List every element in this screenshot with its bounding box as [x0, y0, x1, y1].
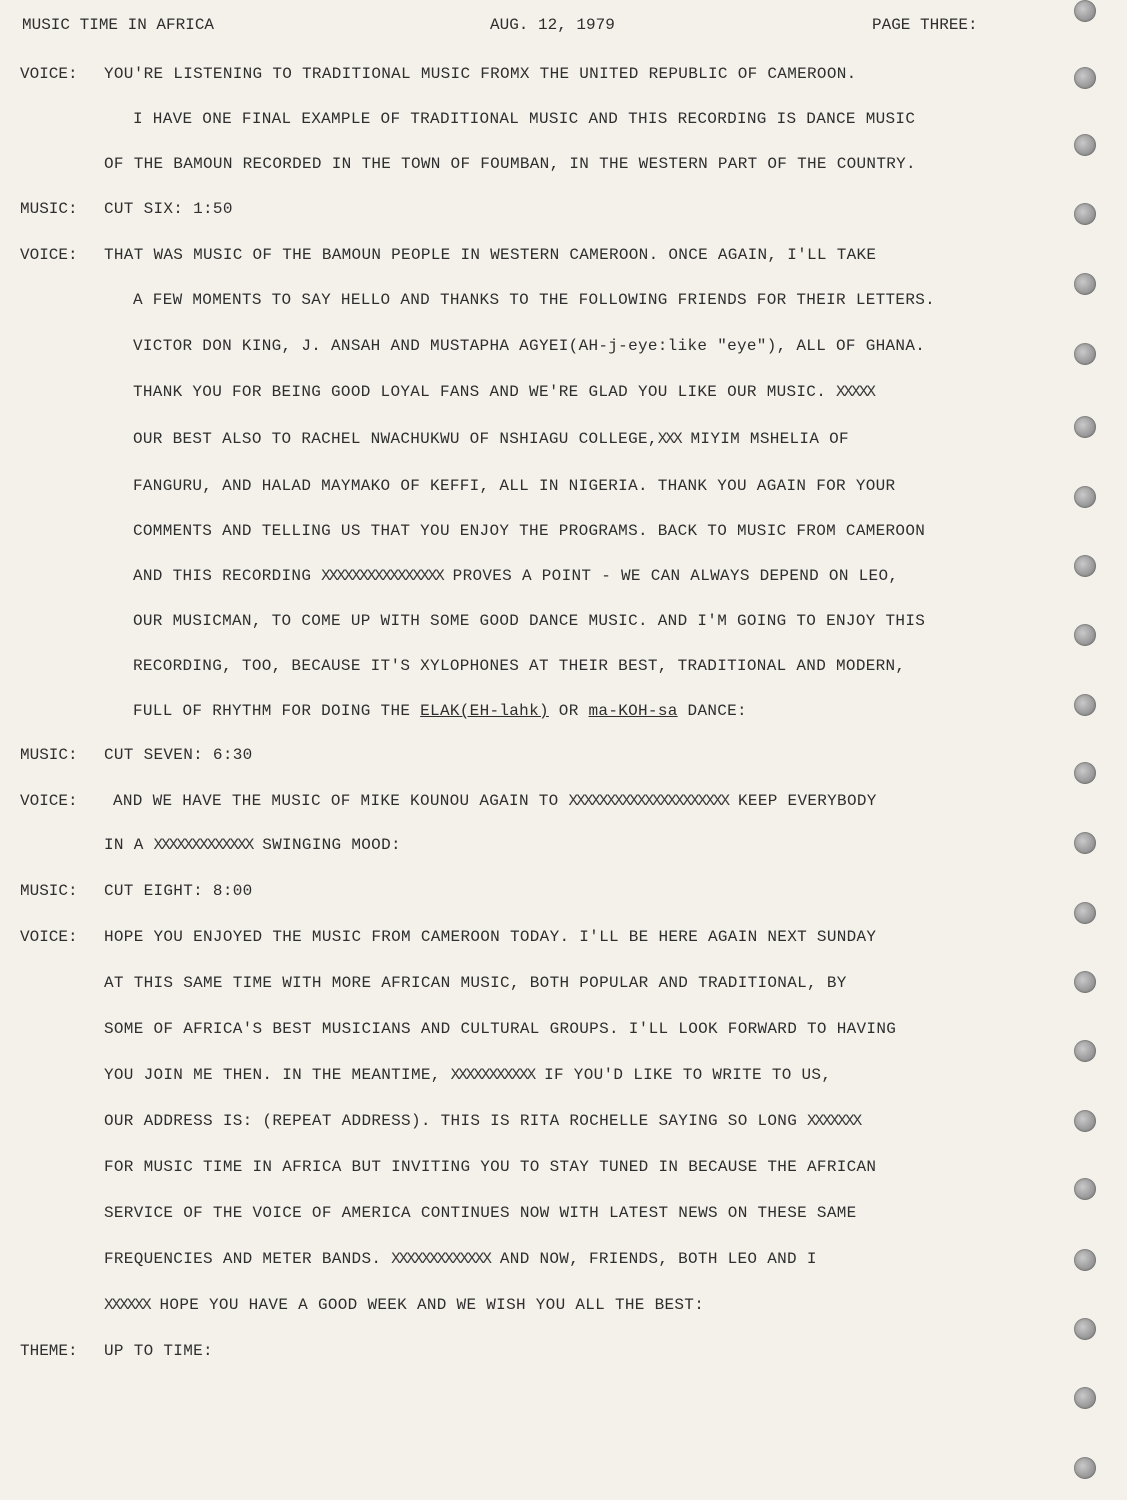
perforation-hole [1074, 416, 1096, 438]
script-line: AT THIS SAME TIME WITH MORE AFRICAN MUSIC, BOTH POPULAR AND TRADITIONAL, BY [104, 974, 847, 992]
line-text: IF YOU'D LIKE TO WRITE TO US, [544, 1066, 832, 1084]
script-line: FANGURU, AND HALAD MAYMAKO OF KEFFI, ALL IN NIGERIA. THANK YOU AGAIN FOR YOUR [133, 477, 896, 495]
script-line: SERVICE OF THE VOICE OF AMERICA CONTINUES NOW WITH LATEST NEWS ON THESE SAME [104, 1204, 857, 1222]
script-line: HOPE YOU ENJOYED THE MUSIC FROM CAMEROON TODAY. I'LL BE HERE AGAIN NEXT SUNDAY [104, 928, 877, 946]
perforation-strip [1057, 0, 1127, 1500]
script-line: RECORDING, TOO, BECAUSE IT'S XYLOPHONES AT THEIR BEST, TRADITIONAL AND MODERN, [133, 657, 906, 675]
speaker-label-music: MUSIC: [20, 746, 78, 764]
speaker-label-voice: VOICE: [20, 246, 78, 264]
struck-out-text: XXXXXXXXXXXXX [391, 1250, 490, 1268]
script-line: THAT WAS MUSIC OF THE BAMOUN PEOPLE IN WESTERN CAMEROON. ONCE AGAIN, I'LL TAKE [104, 246, 877, 264]
speaker-label-music: MUSIC: [20, 200, 78, 218]
script-line [104, 1112, 860, 1130]
line-text: KEEP EVERYBODY [738, 792, 877, 810]
line-text: YOU JOIN ME THEN. IN THE MEANTIME, [104, 1066, 441, 1084]
line-text: OUR BEST ALSO TO RACHEL NWACHUKWU OF NSHIAGU COLLEGE, [133, 430, 658, 448]
perforation-hole [1074, 134, 1096, 156]
perforation-hole [1074, 67, 1096, 89]
perforation-hole [1074, 902, 1096, 924]
perforation-hole [1074, 762, 1096, 784]
script-line: VICTOR DON KING, J. ANSAH AND MUSTAPHA AGYEI(AH-j-eye:like "eye"), ALL OF GHANA. [133, 337, 926, 355]
perforation-hole [1074, 1178, 1096, 1200]
script-line: I HAVE ONE FINAL EXAMPLE OF TRADITIONAL MUSIC AND THIS RECORDING IS DANCE MUSIC [133, 110, 916, 128]
line-text: FULL OF RHYTHM FOR DOING THE [133, 702, 411, 720]
perforation-hole [1074, 1249, 1096, 1271]
struck-out-text: XXXXXX [104, 1296, 150, 1314]
script-line: UP TO TIME: [104, 1342, 213, 1360]
broadcast-date: AUG. 12, 1979 [490, 16, 615, 34]
script-line: CUT EIGHT: 8:00 [104, 882, 253, 900]
script-line: A FEW MOMENTS TO SAY HELLO AND THANKS TO THE FOLLOWING FRIENDS FOR THEIR LETTERS. [133, 291, 936, 309]
page-number: PAGE THREE: [872, 16, 978, 34]
speaker-label-voice: VOICE: [20, 792, 78, 810]
perforation-hole [1074, 624, 1096, 646]
script-line [133, 383, 874, 401]
program-title: MUSIC TIME IN AFRICA [22, 16, 215, 34]
line-text: AND WE HAVE THE MUSIC OF MIKE KOUNOU AGAIN TO [113, 792, 559, 810]
perforation-hole [1074, 486, 1096, 508]
script-line [104, 1250, 817, 1268]
script-line [133, 567, 898, 585]
perforation-hole [1074, 203, 1096, 225]
line-text: DANCE: [687, 702, 747, 720]
perforation-hole [1074, 694, 1096, 716]
perforation-hole [1074, 0, 1096, 22]
perforation-hole [1074, 343, 1096, 365]
script-line: YOU'RE LISTENING TO TRADITIONAL MUSIC FROMX THE UNITED REPUBLIC OF CAMEROON. [104, 65, 857, 83]
script-line: CUT SEVEN: 6:30 [104, 746, 253, 764]
line-text: OUR ADDRESS IS: (REPEAT ADDRESS). THIS IS RITA ROCHELLE SAYING SO LONG [104, 1112, 798, 1130]
line-text: PROVES A POINT - WE CAN ALWAYS DEPEND ON LEO, [452, 567, 899, 585]
script-line [133, 702, 747, 720]
line-text: HOPE YOU HAVE A GOOD WEEK AND WE WISH YOU ALL THE BEST: [159, 1296, 705, 1314]
script-line: COMMENTS AND TELLING US THAT YOU ENJOY THE PROGRAMS. BACK TO MUSIC FROM CAMEROON [133, 522, 926, 540]
script-line [104, 1296, 704, 1314]
perforation-hole [1074, 1387, 1096, 1409]
struck-out-text: XXXXXXXXXXXXX [153, 836, 253, 854]
pronunciation-underlined: ELAK(EH-lahk) [420, 702, 549, 720]
perforation-hole [1074, 971, 1096, 993]
line-text: AND NOW, FRIENDS, BOTH LEO AND I [499, 1250, 817, 1268]
perforation-hole [1074, 1457, 1096, 1479]
perforation-hole [1074, 1110, 1096, 1132]
struck-out-text: XXXXXXXXXXXXXXXXXXXXX [568, 792, 729, 810]
struck-out-text: XXXXX [836, 383, 875, 401]
line-text: SWINGING MOOD: [262, 836, 401, 854]
script-line: CUT SIX: 1:50 [104, 200, 233, 218]
script-line: SOME OF AFRICA'S BEST MUSICIANS AND CULTURAL GROUPS. I'LL LOOK FORWARD TO HAVING [104, 1020, 897, 1038]
script-line [104, 836, 401, 854]
struck-out-text: XXXXXXXXXXX [450, 1066, 535, 1084]
speaker-label-music: MUSIC: [20, 882, 78, 900]
script-line [104, 1066, 831, 1084]
perforation-hole [1074, 555, 1096, 577]
line-text: THANK YOU FOR BEING GOOD LOYAL FANS AND WE'RE GLAD YOU LIKE OUR MUSIC. [133, 383, 827, 401]
perforation-hole [1074, 1040, 1096, 1062]
script-line: OUR MUSICMAN, TO COME UP WITH SOME GOOD DANCE MUSIC. AND I'M GOING TO ENJOY THIS [133, 612, 926, 630]
speaker-label-voice: VOICE: [20, 928, 78, 946]
script-line: OF THE BAMOUN RECORDED IN THE TOWN OF FOUMBAN, IN THE WESTERN PART OF THE COUNTRY. [104, 155, 916, 173]
speaker-label-voice: VOICE: [20, 65, 78, 83]
script-line [113, 792, 877, 810]
struck-out-text: XXXXXXXXXXXXXXXX [321, 567, 443, 585]
line-text: OR [558, 702, 579, 720]
perforation-hole [1074, 832, 1096, 854]
line-text: AND THIS RECORDING [133, 567, 312, 585]
struck-out-text: XXX [657, 430, 681, 448]
line-text: FREQUENCIES AND METER BANDS. [104, 1250, 382, 1268]
speaker-label-theme: THEME: [20, 1342, 78, 1360]
line-text: MIYIM MSHELIA OF [690, 430, 849, 448]
perforation-hole [1074, 273, 1096, 295]
struck-out-text: XXXXXXX [807, 1112, 861, 1130]
perforation-hole [1074, 1318, 1096, 1340]
page-header [22, 16, 1007, 44]
line-text: IN A [104, 836, 144, 854]
script-line: FOR MUSIC TIME IN AFRICA BUT INVITING YOU TO STAY TUNED IN BECAUSE THE AFRICAN [104, 1158, 877, 1176]
pronunciation-underlined: ma-KOH-sa [588, 702, 678, 720]
script-line [133, 430, 849, 448]
